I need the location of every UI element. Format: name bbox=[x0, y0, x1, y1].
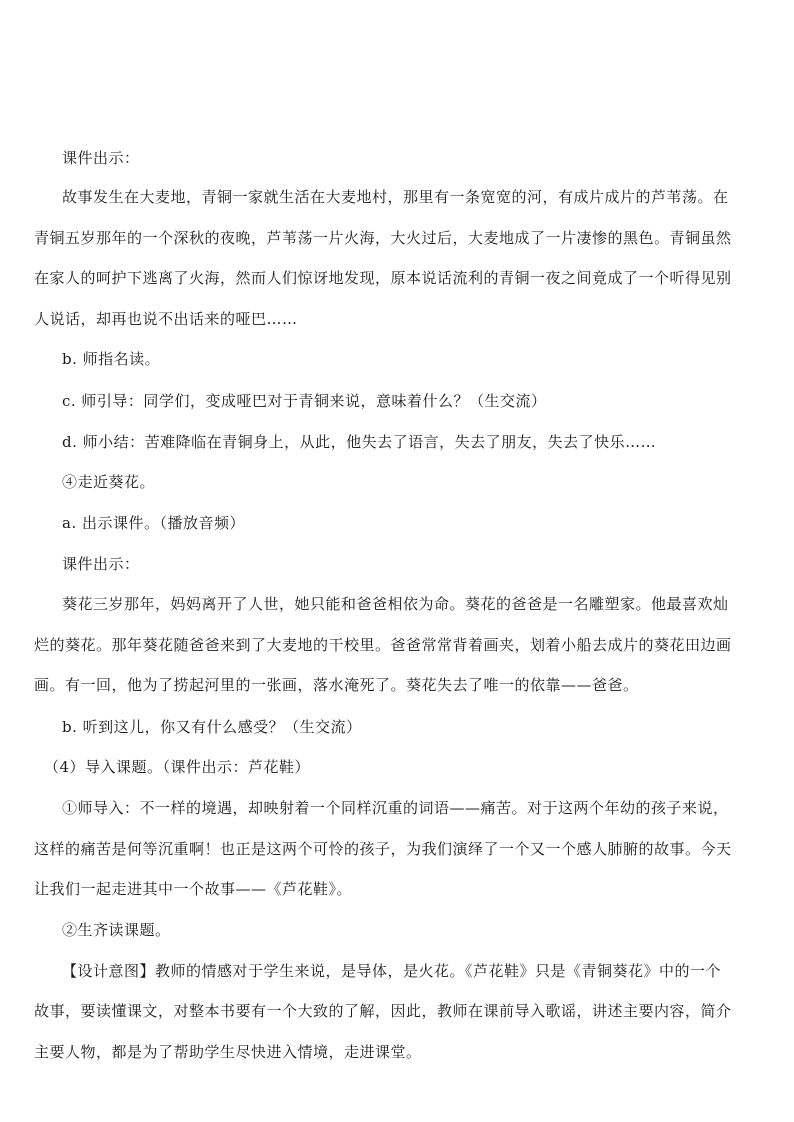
step-b-name-read: b. 师指名读。 bbox=[62, 350, 161, 368]
courseware-label-2: 课件出示： bbox=[62, 555, 140, 573]
story-paragraph-qingtong-line-4: 人说话，却再也说不出话来的哑巴…… bbox=[34, 310, 298, 328]
courseware-label-1: 课件出示： bbox=[62, 149, 140, 167]
story-paragraph-qingtong-line-1: 故事发生在大麦地，青铜一家就生活在大麦地村，那里有一条宽宽的河，有成片成片的芦苇荡。在 bbox=[62, 188, 729, 206]
step-a-show-courseware: a. 出示课件。（播放音频） bbox=[62, 514, 245, 532]
design-intent-line-2: 故事，要读懂课文，对整本书要有一个大致的了解，因此，教师在课前导入歌谣，讲述主要内容，简介 bbox=[34, 1002, 732, 1020]
section-introduce-topic: （4）导入课题。（课件出示：芦花鞋） bbox=[44, 758, 311, 776]
story-paragraph-qingtong-line-3: 在家人的呵护下逃离了火海，然而人们惊讶地发现，原本说话流利的青铜一夜之间竟成了一个听得见别 bbox=[34, 269, 732, 287]
story-paragraph-kuihua-line-3: 画。有一回，他为了捞起河里的一张画，落水淹死了。葵花失去了唯一的依靠——爸爸。 bbox=[34, 676, 639, 694]
story-paragraph-kuihua-line-2: 烂的葵花。那年葵花随爸爸来到了大麦地的干校里。爸爸常常背着画夹，划着小船去成片的葵花田边画 bbox=[34, 636, 732, 654]
design-intent-line-1: 【设计意图】教师的情感对于学生来说，是导体，是火花。《芦花鞋》只是《青铜葵花》中的一个 bbox=[62, 962, 722, 980]
story-paragraph-qingtong-line-2: 青铜五岁那年的一个深秋的夜晚，芦苇荡一片火海，大火过后，大麦地成了一片凄惨的黑色。青铜虽然 bbox=[34, 229, 732, 247]
students-read-title: ②生齐读课题。 bbox=[62, 921, 171, 939]
step-d-summary: d. 师小结：苦难降临在青铜身上，从此，他失去了语言，失去了朋友，失去了快乐…… bbox=[62, 433, 657, 451]
teacher-intro-line-2: 这样的痛苦是何等沉重啊！也正是这两个可怜的孩子，为我们演绎了一个又一个感人肺腑的故事。今天 bbox=[34, 840, 732, 858]
step-c-guide: c. 师引导：同学们，变成哑巴对于青铜来说，意味着什么？（生交流） bbox=[62, 392, 547, 410]
story-paragraph-kuihua-line-1: 葵花三岁那年，妈妈离开了人世，她只能和爸爸相依为命。葵花的爸爸是一名雕塑家。他最喜欢灿 bbox=[62, 595, 729, 613]
teacher-intro-line-1: ①师导入：不一样的境遇，却映射着一个同样沉重的词语——痛苦。对于这两个年幼的孩子来说， bbox=[62, 799, 729, 817]
design-intent-line-3: 主要人物，都是为了帮助学生尽快进入情境，走进课堂。 bbox=[34, 1043, 422, 1061]
step-b-feelings: b. 听到这儿，你又有什么感受？（生交流） bbox=[62, 718, 362, 736]
section-approach-kuihua: ④走近葵花。 bbox=[62, 473, 156, 491]
teacher-intro-line-3: 让我们一起走进其中一个故事——《芦花鞋》。 bbox=[34, 880, 353, 898]
